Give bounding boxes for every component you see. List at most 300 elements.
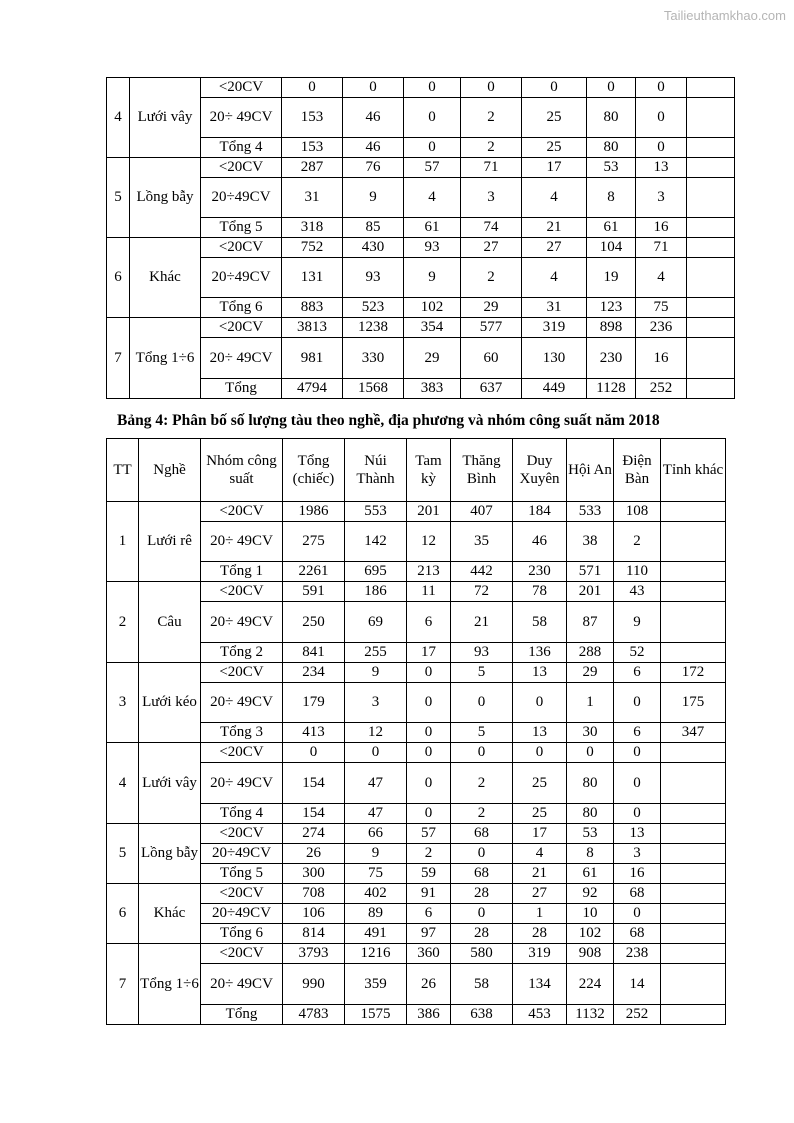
- value-cell: 413: [283, 723, 345, 743]
- tt-cell: 6: [107, 238, 130, 318]
- value-cell: 0: [614, 763, 661, 804]
- value-cell: 123: [587, 298, 636, 318]
- value-cell: [687, 218, 735, 238]
- value-cell: [661, 562, 726, 582]
- value-cell: 0: [636, 138, 687, 158]
- capacity-group-cell: 20÷ 49CV: [201, 763, 283, 804]
- value-cell: 85: [343, 218, 404, 238]
- value-cell: 25: [522, 138, 587, 158]
- value-cell: 0: [451, 904, 513, 924]
- value-cell: [661, 804, 726, 824]
- table-row: [107, 298, 735, 318]
- value-cell: 153: [282, 138, 343, 158]
- value-cell: 69: [345, 602, 407, 643]
- value-cell: [661, 1005, 726, 1025]
- value-cell: 29: [461, 298, 522, 318]
- watermark: Tailieuthamkhao.com: [663, 8, 786, 23]
- value-cell: 154: [283, 763, 345, 804]
- value-cell: 68: [614, 924, 661, 944]
- value-cell: 347: [661, 723, 726, 743]
- value-cell: 2: [451, 763, 513, 804]
- value-cell: 38: [567, 522, 614, 562]
- value-cell: 591: [283, 582, 345, 602]
- value-cell: 28: [451, 924, 513, 944]
- header-cell: Hội An: [567, 439, 614, 502]
- value-cell: 9: [614, 602, 661, 643]
- nghe-cell: Câu: [139, 582, 201, 663]
- capacity-group-cell: <20CV: [201, 238, 282, 258]
- value-cell: 0: [614, 743, 661, 763]
- value-cell: 0: [513, 743, 567, 763]
- tt-cell: 6: [107, 884, 139, 944]
- value-cell: 449: [522, 379, 587, 399]
- table-row: [107, 502, 726, 522]
- value-cell: 255: [345, 643, 407, 663]
- value-cell: 27: [513, 884, 567, 904]
- value-cell: 3: [614, 844, 661, 864]
- table-row: [107, 884, 726, 904]
- value-cell: 580: [451, 944, 513, 964]
- value-cell: 60: [461, 338, 522, 379]
- value-cell: 29: [404, 338, 461, 379]
- nghe-cell: Khác: [130, 238, 201, 318]
- value-cell: 0: [404, 78, 461, 98]
- value-cell: 17: [513, 824, 567, 844]
- value-cell: 68: [451, 824, 513, 844]
- value-cell: 76: [343, 158, 404, 178]
- capacity-group-cell: <20CV: [201, 502, 283, 522]
- value-cell: 1132: [567, 1005, 614, 1025]
- value-cell: 93: [343, 258, 404, 298]
- table-row: [107, 944, 726, 964]
- value-cell: [661, 824, 726, 844]
- value-cell: 0: [522, 78, 587, 98]
- value-cell: 26: [407, 964, 451, 1005]
- value-cell: 92: [567, 884, 614, 904]
- value-cell: [687, 158, 735, 178]
- value-cell: 3: [345, 683, 407, 723]
- capacity-group-cell: <20CV: [201, 824, 283, 844]
- continued-table: [106, 77, 735, 399]
- value-cell: 4: [522, 178, 587, 218]
- value-cell: 0: [407, 743, 451, 763]
- value-cell: 13: [614, 824, 661, 844]
- value-cell: 0: [451, 844, 513, 864]
- value-cell: 695: [345, 562, 407, 582]
- value-cell: 288: [567, 643, 614, 663]
- value-cell: 21: [513, 864, 567, 884]
- value-cell: 27: [522, 238, 587, 258]
- value-cell: 2: [451, 804, 513, 824]
- value-cell: 213: [407, 562, 451, 582]
- value-cell: 75: [345, 864, 407, 884]
- value-cell: 637: [461, 379, 522, 399]
- value-cell: 2261: [283, 562, 345, 582]
- value-cell: 553: [345, 502, 407, 522]
- capacity-group-cell: <20CV: [201, 318, 282, 338]
- value-cell: 104: [587, 238, 636, 258]
- value-cell: 110: [614, 562, 661, 582]
- value-cell: 1575: [345, 1005, 407, 1025]
- value-cell: 6: [614, 723, 661, 743]
- value-cell: 0: [614, 904, 661, 924]
- value-cell: 136: [513, 643, 567, 663]
- value-cell: 0: [407, 723, 451, 743]
- value-cell: 13: [513, 723, 567, 743]
- value-cell: 16: [636, 218, 687, 238]
- value-cell: 708: [283, 884, 345, 904]
- tt-cell: 7: [107, 318, 130, 399]
- table-row: [107, 743, 726, 763]
- value-cell: 1: [567, 683, 614, 723]
- capacity-group-cell: 20÷49CV: [201, 904, 283, 924]
- value-cell: 9: [345, 663, 407, 683]
- value-cell: 230: [513, 562, 567, 582]
- value-cell: 2: [407, 844, 451, 864]
- value-cell: 186: [345, 582, 407, 602]
- capacity-group-cell: 20÷ 49CV: [201, 964, 283, 1005]
- value-cell: 2: [614, 522, 661, 562]
- value-cell: 287: [282, 158, 343, 178]
- value-cell: 274: [283, 824, 345, 844]
- tt-cell: 4: [107, 78, 130, 158]
- capacity-group-cell: 20÷ 49CV: [201, 683, 283, 723]
- value-cell: 2: [461, 258, 522, 298]
- value-cell: 14: [614, 964, 661, 1005]
- value-cell: 61: [567, 864, 614, 884]
- value-cell: 93: [451, 643, 513, 663]
- value-cell: 91: [407, 884, 451, 904]
- value-cell: [661, 924, 726, 944]
- value-cell: [661, 864, 726, 884]
- value-cell: [687, 98, 735, 138]
- value-cell: 230: [587, 338, 636, 379]
- value-cell: [661, 763, 726, 804]
- header-cell: Nghề: [139, 439, 201, 502]
- value-cell: 752: [282, 238, 343, 258]
- table-row: [107, 178, 735, 218]
- value-cell: 179: [283, 683, 345, 723]
- value-cell: 250: [283, 602, 345, 643]
- value-cell: 4: [513, 844, 567, 864]
- value-cell: 142: [345, 522, 407, 562]
- value-cell: 58: [513, 602, 567, 643]
- value-cell: 57: [404, 158, 461, 178]
- value-cell: 61: [404, 218, 461, 238]
- tt-cell: 5: [107, 824, 139, 884]
- value-cell: 6: [407, 904, 451, 924]
- value-cell: 52: [614, 643, 661, 663]
- value-cell: 0: [404, 138, 461, 158]
- value-cell: 80: [587, 138, 636, 158]
- table-row: [107, 582, 726, 602]
- capacity-group-cell: <20CV: [201, 663, 283, 683]
- capacity-group-cell: Tổng 1: [201, 562, 283, 582]
- value-cell: 201: [567, 582, 614, 602]
- value-cell: [687, 78, 735, 98]
- capacity-group-cell: 20÷49CV: [201, 258, 282, 298]
- nghe-cell: Lưới rê: [139, 502, 201, 582]
- table-row: [107, 78, 735, 98]
- value-cell: 153: [282, 98, 343, 138]
- value-cell: 3793: [283, 944, 345, 964]
- value-cell: 25: [513, 804, 567, 824]
- value-cell: 11: [407, 582, 451, 602]
- value-cell: [687, 238, 735, 258]
- value-cell: [661, 643, 726, 663]
- tt-cell: 3: [107, 663, 139, 743]
- value-cell: 72: [451, 582, 513, 602]
- capacity-group-cell: Tổng: [201, 1005, 283, 1025]
- value-cell: 9: [343, 178, 404, 218]
- capacity-group-cell: <20CV: [201, 78, 282, 98]
- value-cell: 354: [404, 318, 461, 338]
- value-cell: 21: [451, 602, 513, 643]
- value-cell: 46: [343, 138, 404, 158]
- value-cell: 31: [282, 178, 343, 218]
- value-cell: 0: [636, 98, 687, 138]
- value-cell: 898: [587, 318, 636, 338]
- value-cell: 6: [407, 602, 451, 643]
- value-cell: 46: [513, 522, 567, 562]
- value-cell: 130: [522, 338, 587, 379]
- table-row: [107, 158, 735, 178]
- value-cell: 0: [407, 663, 451, 683]
- nghe-cell: Tổng 1÷6: [130, 318, 201, 399]
- value-cell: 108: [614, 502, 661, 522]
- capacity-group-cell: Tổng 4: [201, 804, 283, 824]
- value-cell: 407: [451, 502, 513, 522]
- value-cell: 106: [283, 904, 345, 924]
- value-cell: [661, 944, 726, 964]
- value-cell: 16: [614, 864, 661, 884]
- value-cell: 402: [345, 884, 407, 904]
- capacity-group-cell: Tổng 6: [201, 298, 282, 318]
- value-cell: 87: [567, 602, 614, 643]
- value-cell: 0: [567, 743, 614, 763]
- table-row: [107, 218, 735, 238]
- value-cell: 491: [345, 924, 407, 944]
- value-cell: 0: [407, 763, 451, 804]
- value-cell: 0: [345, 743, 407, 763]
- value-cell: 252: [636, 379, 687, 399]
- tt-cell: 1: [107, 502, 139, 582]
- value-cell: 8: [587, 178, 636, 218]
- value-cell: 80: [567, 804, 614, 824]
- value-cell: [661, 502, 726, 522]
- value-cell: 224: [567, 964, 614, 1005]
- value-cell: 319: [513, 944, 567, 964]
- value-cell: 75: [636, 298, 687, 318]
- value-cell: 13: [636, 158, 687, 178]
- value-cell: 5: [451, 723, 513, 743]
- value-cell: 53: [587, 158, 636, 178]
- value-cell: 30: [567, 723, 614, 743]
- value-cell: 71: [636, 238, 687, 258]
- value-cell: 28: [451, 884, 513, 904]
- value-cell: 68: [451, 864, 513, 884]
- value-cell: 12: [345, 723, 407, 743]
- value-cell: 28: [513, 924, 567, 944]
- header-cell: TT: [107, 439, 139, 502]
- value-cell: 4794: [282, 379, 343, 399]
- value-cell: 533: [567, 502, 614, 522]
- value-cell: 47: [345, 804, 407, 824]
- value-cell: 134: [513, 964, 567, 1005]
- capacity-group-cell: Tổng 5: [201, 218, 282, 238]
- value-cell: 80: [587, 98, 636, 138]
- value-cell: 3: [461, 178, 522, 218]
- header-cell: Duy Xuyên: [513, 439, 567, 502]
- value-cell: 0: [614, 804, 661, 824]
- value-cell: 1128: [587, 379, 636, 399]
- value-cell: 25: [513, 763, 567, 804]
- value-cell: 53: [567, 824, 614, 844]
- value-cell: [661, 522, 726, 562]
- value-cell: 3813: [282, 318, 343, 338]
- table-row: [107, 663, 726, 683]
- value-cell: 16: [636, 338, 687, 379]
- table-4: [106, 438, 726, 1025]
- table-row: [107, 138, 735, 158]
- value-cell: 814: [283, 924, 345, 944]
- value-cell: 0: [451, 683, 513, 723]
- capacity-group-cell: <20CV: [201, 944, 283, 964]
- value-cell: 430: [343, 238, 404, 258]
- value-cell: 0: [283, 743, 345, 763]
- capacity-group-cell: <20CV: [201, 158, 282, 178]
- value-cell: 172: [661, 663, 726, 683]
- header-cell: Điện Bàn: [614, 439, 661, 502]
- value-cell: 319: [522, 318, 587, 338]
- value-cell: 12: [407, 522, 451, 562]
- value-cell: 638: [451, 1005, 513, 1025]
- value-cell: 360: [407, 944, 451, 964]
- capacity-group-cell: 20÷ 49CV: [201, 338, 282, 379]
- value-cell: 0: [636, 78, 687, 98]
- value-cell: 359: [345, 964, 407, 1005]
- value-cell: 841: [283, 643, 345, 663]
- value-cell: 1986: [283, 502, 345, 522]
- value-cell: 1568: [343, 379, 404, 399]
- header-cell: Nhóm công suất: [201, 439, 283, 502]
- value-cell: [661, 964, 726, 1005]
- value-cell: [687, 178, 735, 218]
- value-cell: [661, 904, 726, 924]
- value-cell: 0: [404, 98, 461, 138]
- value-cell: 523: [343, 298, 404, 318]
- capacity-group-cell: Tổng: [201, 379, 282, 399]
- nghe-cell: Lồng bẫy: [130, 158, 201, 238]
- value-cell: 17: [522, 158, 587, 178]
- value-cell: 0: [282, 78, 343, 98]
- tt-cell: 5: [107, 158, 130, 238]
- value-cell: 0: [461, 78, 522, 98]
- value-cell: 0: [513, 683, 567, 723]
- value-cell: 238: [614, 944, 661, 964]
- table-row: [107, 379, 735, 399]
- value-cell: [687, 138, 735, 158]
- capacity-group-cell: <20CV: [201, 743, 283, 763]
- table-row: [107, 258, 735, 298]
- capacity-group-cell: 20÷49CV: [201, 178, 282, 218]
- value-cell: 252: [614, 1005, 661, 1025]
- value-cell: 0: [407, 683, 451, 723]
- value-cell: 0: [614, 683, 661, 723]
- value-cell: 27: [461, 238, 522, 258]
- value-cell: [661, 582, 726, 602]
- value-cell: [661, 602, 726, 643]
- value-cell: 35: [451, 522, 513, 562]
- value-cell: 0: [343, 78, 404, 98]
- value-cell: [687, 298, 735, 318]
- value-cell: 74: [461, 218, 522, 238]
- value-cell: [687, 379, 735, 399]
- table-row: [107, 238, 735, 258]
- capacity-group-cell: Tổng 2: [201, 643, 283, 663]
- capacity-group-cell: Tổng 4: [201, 138, 282, 158]
- tt-cell: 4: [107, 743, 139, 824]
- nghe-cell: Khác: [139, 884, 201, 944]
- value-cell: 0: [587, 78, 636, 98]
- value-cell: 59: [407, 864, 451, 884]
- header-cell: Tổng (chiếc): [283, 439, 345, 502]
- capacity-group-cell: 20÷ 49CV: [201, 522, 283, 562]
- nghe-cell: Tổng 1÷6: [139, 944, 201, 1025]
- capacity-group-cell: <20CV: [201, 582, 283, 602]
- value-cell: 102: [567, 924, 614, 944]
- value-cell: 990: [283, 964, 345, 1005]
- value-cell: 236: [636, 318, 687, 338]
- value-cell: 883: [282, 298, 343, 318]
- value-cell: 93: [404, 238, 461, 258]
- value-cell: 0: [407, 804, 451, 824]
- value-cell: 300: [283, 864, 345, 884]
- header-cell: Tỉnh khác: [661, 439, 726, 502]
- capacity-group-cell: Tổng 5: [201, 864, 283, 884]
- value-cell: 234: [283, 663, 345, 683]
- value-cell: 0: [451, 743, 513, 763]
- capacity-group-cell: 20÷49CV: [201, 844, 283, 864]
- value-cell: 6: [614, 663, 661, 683]
- value-cell: 4: [522, 258, 587, 298]
- table-row: [107, 824, 726, 844]
- capacity-group-cell: <20CV: [201, 884, 283, 904]
- value-cell: 89: [345, 904, 407, 924]
- value-cell: 9: [345, 844, 407, 864]
- value-cell: 442: [451, 562, 513, 582]
- value-cell: [661, 884, 726, 904]
- value-cell: 201: [407, 502, 451, 522]
- nghe-cell: Lưới vây: [139, 743, 201, 824]
- value-cell: 57: [407, 824, 451, 844]
- table-row: [107, 98, 735, 138]
- value-cell: 13: [513, 663, 567, 683]
- value-cell: 981: [282, 338, 343, 379]
- value-cell: 17: [407, 643, 451, 663]
- value-cell: 5: [451, 663, 513, 683]
- capacity-group-cell: 20÷ 49CV: [201, 602, 283, 643]
- value-cell: 21: [522, 218, 587, 238]
- capacity-group-cell: 20÷ 49CV: [201, 98, 282, 138]
- tt-cell: 7: [107, 944, 139, 1025]
- value-cell: 31: [522, 298, 587, 318]
- value-cell: 97: [407, 924, 451, 944]
- value-cell: 26: [283, 844, 345, 864]
- value-cell: 1: [513, 904, 567, 924]
- value-cell: 68: [614, 884, 661, 904]
- value-cell: 43: [614, 582, 661, 602]
